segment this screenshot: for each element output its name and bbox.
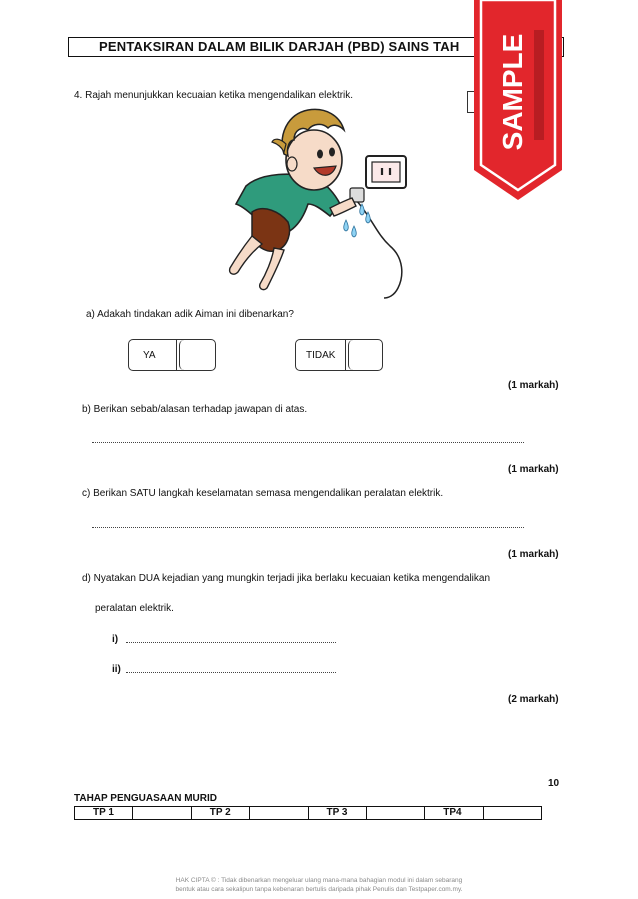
option-tidak[interactable] — [295, 339, 383, 371]
tp1-box[interactable] — [133, 807, 191, 819]
question-c-marks: (1 markah) — [508, 549, 559, 560]
tp1-label: TP 1 — [75, 807, 133, 819]
question-a-marks: (1 markah) — [508, 380, 559, 391]
footer-line-2: bentuk atau cara sekalipun tanpa kebenaran bertulis daripada pihak Penulis dan Testpaper.com.my. — [175, 886, 463, 893]
question-d-marks: (2 markah) — [508, 694, 559, 705]
question-b-text: b) Berikan sebab/alasan terhadap jawapan di atas. — [82, 404, 308, 415]
question-b-marks: (1 markah) — [508, 464, 559, 475]
question-d-text-2: peralatan elektrik. — [95, 603, 174, 614]
option-ya-label: YA — [129, 340, 177, 370]
footer-line-1: HAK CIPTA © : Tidak dibenarkan mengeluar ulang mana-mana bahagian modul ini dalam sebarang — [175, 877, 463, 884]
question-d-text-1: d) Nyatakan DUA kejadian yang mungkin terjadi jika berlaku kecuaian ketika mengendalikan — [82, 573, 491, 584]
answer-line-b[interactable] — [92, 442, 524, 443]
tp3-label: TP 3 — [309, 807, 367, 819]
mastery-label: TAHAP PENGUASAAN MURID — [74, 793, 217, 804]
tp3-box[interactable] — [367, 807, 425, 819]
copyright-footer — [0, 876, 638, 894]
mastery-table — [74, 806, 542, 820]
tp4-label: TP4 — [425, 807, 483, 819]
item-i-label: i) — [112, 634, 119, 645]
tp2-label: TP 2 — [192, 807, 250, 819]
question-c-text: c) Berikan SATU langkah keselamatan semasa mengendalikan peralatan elektrik. — [82, 488, 444, 499]
tp2-box[interactable] — [250, 807, 308, 819]
sample-watermark-ribbon — [472, 0, 564, 200]
option-tidak-label: TIDAK — [296, 340, 346, 370]
answer-line-c[interactable] — [92, 527, 524, 528]
option-tidak-checkbox[interactable] — [348, 340, 382, 370]
item-ii-label: ii) — [112, 664, 121, 675]
page-title: PENTAKSIRAN DALAM BILIK DARJAH (PBD) SAINS TAH — [68, 37, 564, 57]
sample-watermark-text: SAMPLE — [497, 33, 528, 151]
answer-line-d-ii[interactable] — [126, 672, 336, 673]
page-number: 10 — [548, 778, 560, 789]
answer-line-d-i[interactable] — [126, 642, 336, 643]
option-ya[interactable] — [128, 339, 216, 371]
question-intro: 4. Rajah menunjukkan kecuaian ketika mengendalikan elektrik. — [74, 90, 354, 101]
tp4-box[interactable] — [484, 807, 541, 819]
option-ya-checkbox[interactable] — [179, 340, 215, 370]
boy-touching-socket-with-wet-hands-icon — [222, 108, 412, 300]
question-a-text: a) Adakah tindakan adik Aiman ini dibenarkan? — [86, 309, 294, 320]
